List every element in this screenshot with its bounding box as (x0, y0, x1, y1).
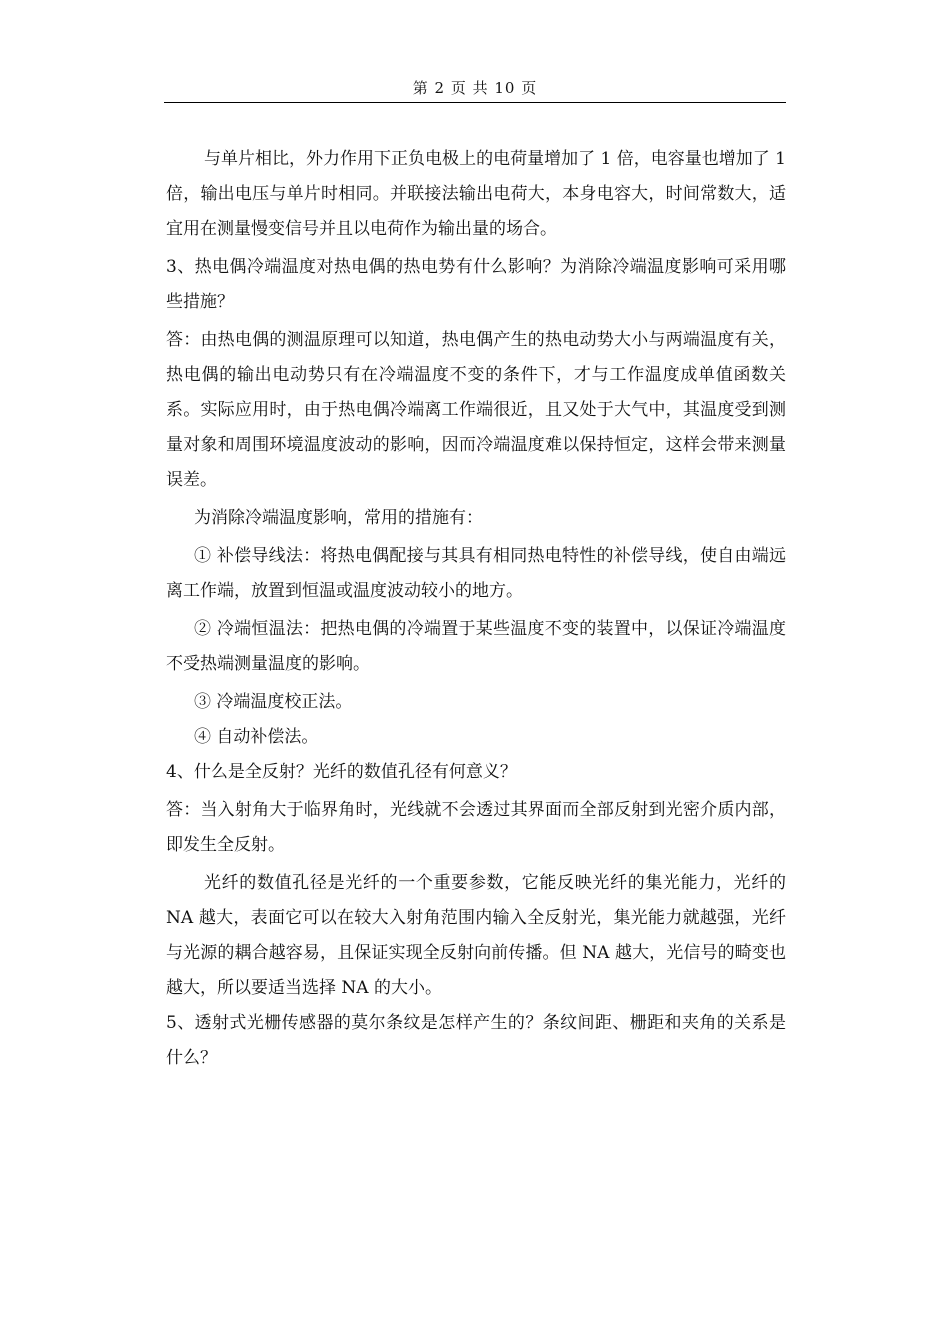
question-4: 4、什么是全反射？光纤的数值孔径有何意义？ (166, 762, 517, 782)
page-header (164, 74, 786, 103)
measure-3: ③ 冷端温度校正法。 (194, 692, 353, 712)
paragraph-parallel-connection: 与单片相比，外力作用下正负电极上的电荷量增加了 1 倍，电容量也增加了 1 倍，输出电压与单片时相同。并联接法输出电荷大，本身电容大，时间常数大，适宜用在测量慢变信号并且以电荷作为输出量的场合。 (166, 149, 786, 239)
question-3: 3、热电偶冷端温度对热电偶的热电势有什么影响？为消除冷端温度影响可采用哪些措施？ (166, 257, 786, 312)
page-number-label: 第 2 页 共 10 页 (412, 79, 538, 97)
measure-2: ② 冷端恒温法：把热电偶的冷端置于某些温度不变的装置中，以保证冷端温度不受热端测量温度的影响。 (166, 619, 786, 674)
document-body (166, 142, 786, 1076)
paragraph-numerical-aperture: 光纤的数值孔径是光纤的一个重要参数，它能反映光纤的集光能力，光纤的 NA 越大，表面它可以在较大入射角范围内输入全反射光，集光能力就越强，光纤与光源的耦合越容易，且保证实现全反射向前传播。但 NA 越大，光信号的畸变也越大，所以要适当选择 NA 的大小。 (166, 873, 786, 998)
measure-4: ④ 自动补偿法。 (194, 727, 319, 747)
measures-intro: 为消除冷端温度影响，常用的措施有： (194, 508, 483, 528)
answer-4: 答：当入射角大于临界角时，光线就不会透过其界面而全部反射到光密介质内部，即发生全反射。 (166, 800, 786, 855)
question-5: 5、透射式光栅传感器的莫尔条纹是怎样产生的？条纹间距、栅距和夹角的关系是什么？ (166, 1013, 786, 1068)
measure-1: ① 补偿导线法：将热电偶配接与其具有相同热电特性的补偿导线，使自由端远离工作端，放置到恒温或温度波动较小的地方。 (166, 546, 786, 601)
answer-3: 答：由热电偶的测温原理可以知道，热电偶产生的热电动势大小与两端温度有关，热电偶的输出电动势只有在冷端温度不变的条件下，才与工作温度成单值函数关系。实际应用时，由于热电偶冷端离工作端很近，且又处于大气中，其温度受到测量对象和周围环境温度波动的影响，因而冷端温度难以保持恒定，这样会带来测量误差。 (166, 330, 786, 490)
